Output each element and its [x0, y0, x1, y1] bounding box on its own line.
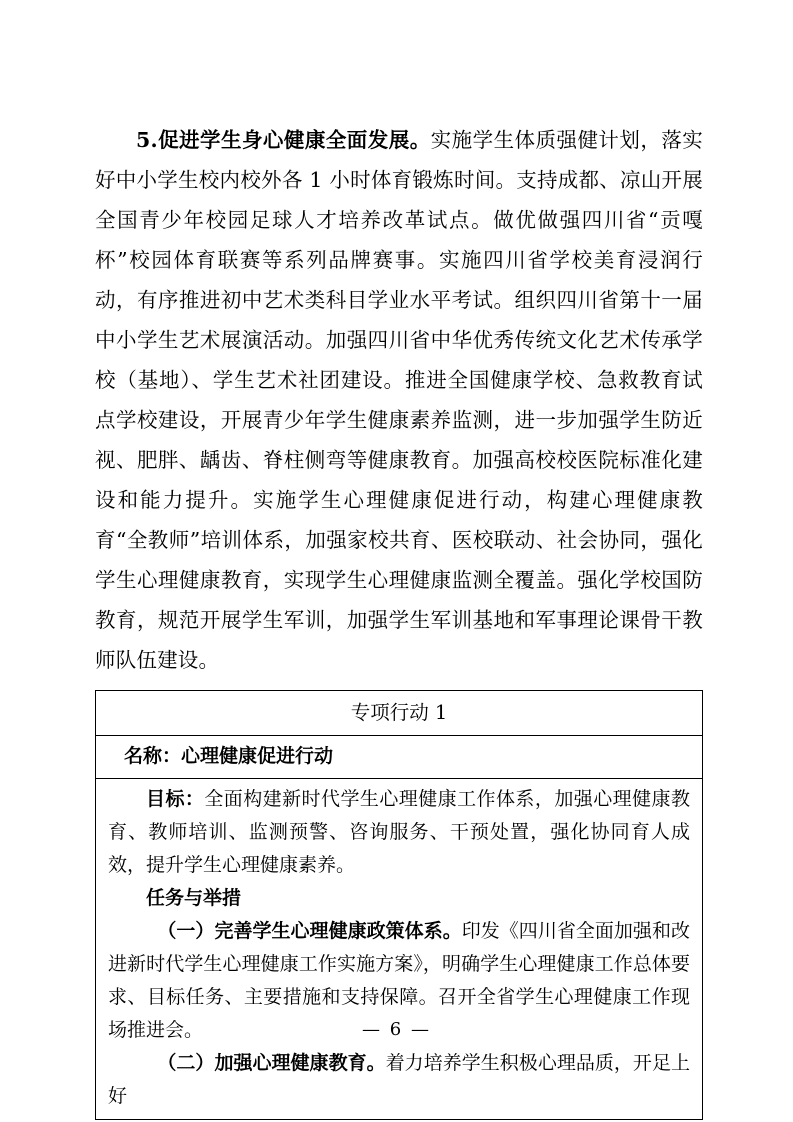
task-item-2 [108, 1047, 690, 1113]
action-box-title: 专项行动 1 [96, 691, 702, 736]
task-2-text: 着力培养学生积极心理品质，开足上好 [108, 1052, 690, 1107]
body-text [95, 120, 703, 680]
goal-paragraph [108, 783, 690, 882]
paragraph-body: 实施学生体质强健计划，落实好中小学生校内校外各 1 小时体育锻炼时间。支持成都、凉山开展全国青少年校园足球人才培养改革试点。做优做强四川省“贡嘎杯”校园体育联赛等系列品牌赛事。实施四川省学校美育浸润行动，有序推进初中艺术类科目学业水平考试。组织四川省第十一届中小学生艺术展演活动。加强四川省中华优秀传统文化艺术传承学校（基地）、学生艺术社团建设。推进全国健康学校、急救教育试点学校建设，开展青少年学生健康素养监测，进一步加强学生防近视、肥胖、龋齿、脊柱侧弯等健康教育。加强高校校医院标准化建设和能力提升。实施学生心理健康促进行动，构建心理健康教育“全教师”培训体系，加强家校共育、医校联动、社会协同，强化学生心理健康教育，实现学生心理健康监测全覆盖。强化学校国防教育，规范开展学生军训，加强学生军训基地和军事理论课骨干教师队伍建设。 [95, 128, 703, 672]
paragraph-5 [95, 120, 703, 680]
task-1-lead: （一）完善学生心理健康政策体系。 [157, 920, 462, 942]
tasks-heading: 任务与举措 [146, 887, 242, 909]
action-box-name-value: 心理健康促进行动 [181, 745, 334, 767]
action-box-content [96, 779, 702, 1119]
page-number: — 6 — [362, 1019, 431, 1040]
task-2-lead: （二）加强心理健康教育。 [157, 1052, 386, 1074]
action-box-name-label: 名称： [124, 745, 182, 767]
action-box-name-row [96, 736, 702, 779]
task-1-text: 印发《四川省全面加强和改进新时代学生心理健康工作实施方案》，明确学生心理健康工作总体要求、目标任务、主要措施和支持保障。召开全省学生心理健康工作现场推进会。 [108, 920, 690, 1041]
action-box [95, 690, 703, 1120]
goal-label: 目标： [146, 788, 205, 810]
paragraph-lead: 5.促进学生身心健康全面发展。 [136, 128, 431, 152]
goal-text: 全面构建新时代学生心理健康工作体系，加强心理健康教育、教师培训、监测预警、咨询服务、干预处置，强化协同育人成效，提升学生心理健康素养。 [108, 788, 690, 876]
